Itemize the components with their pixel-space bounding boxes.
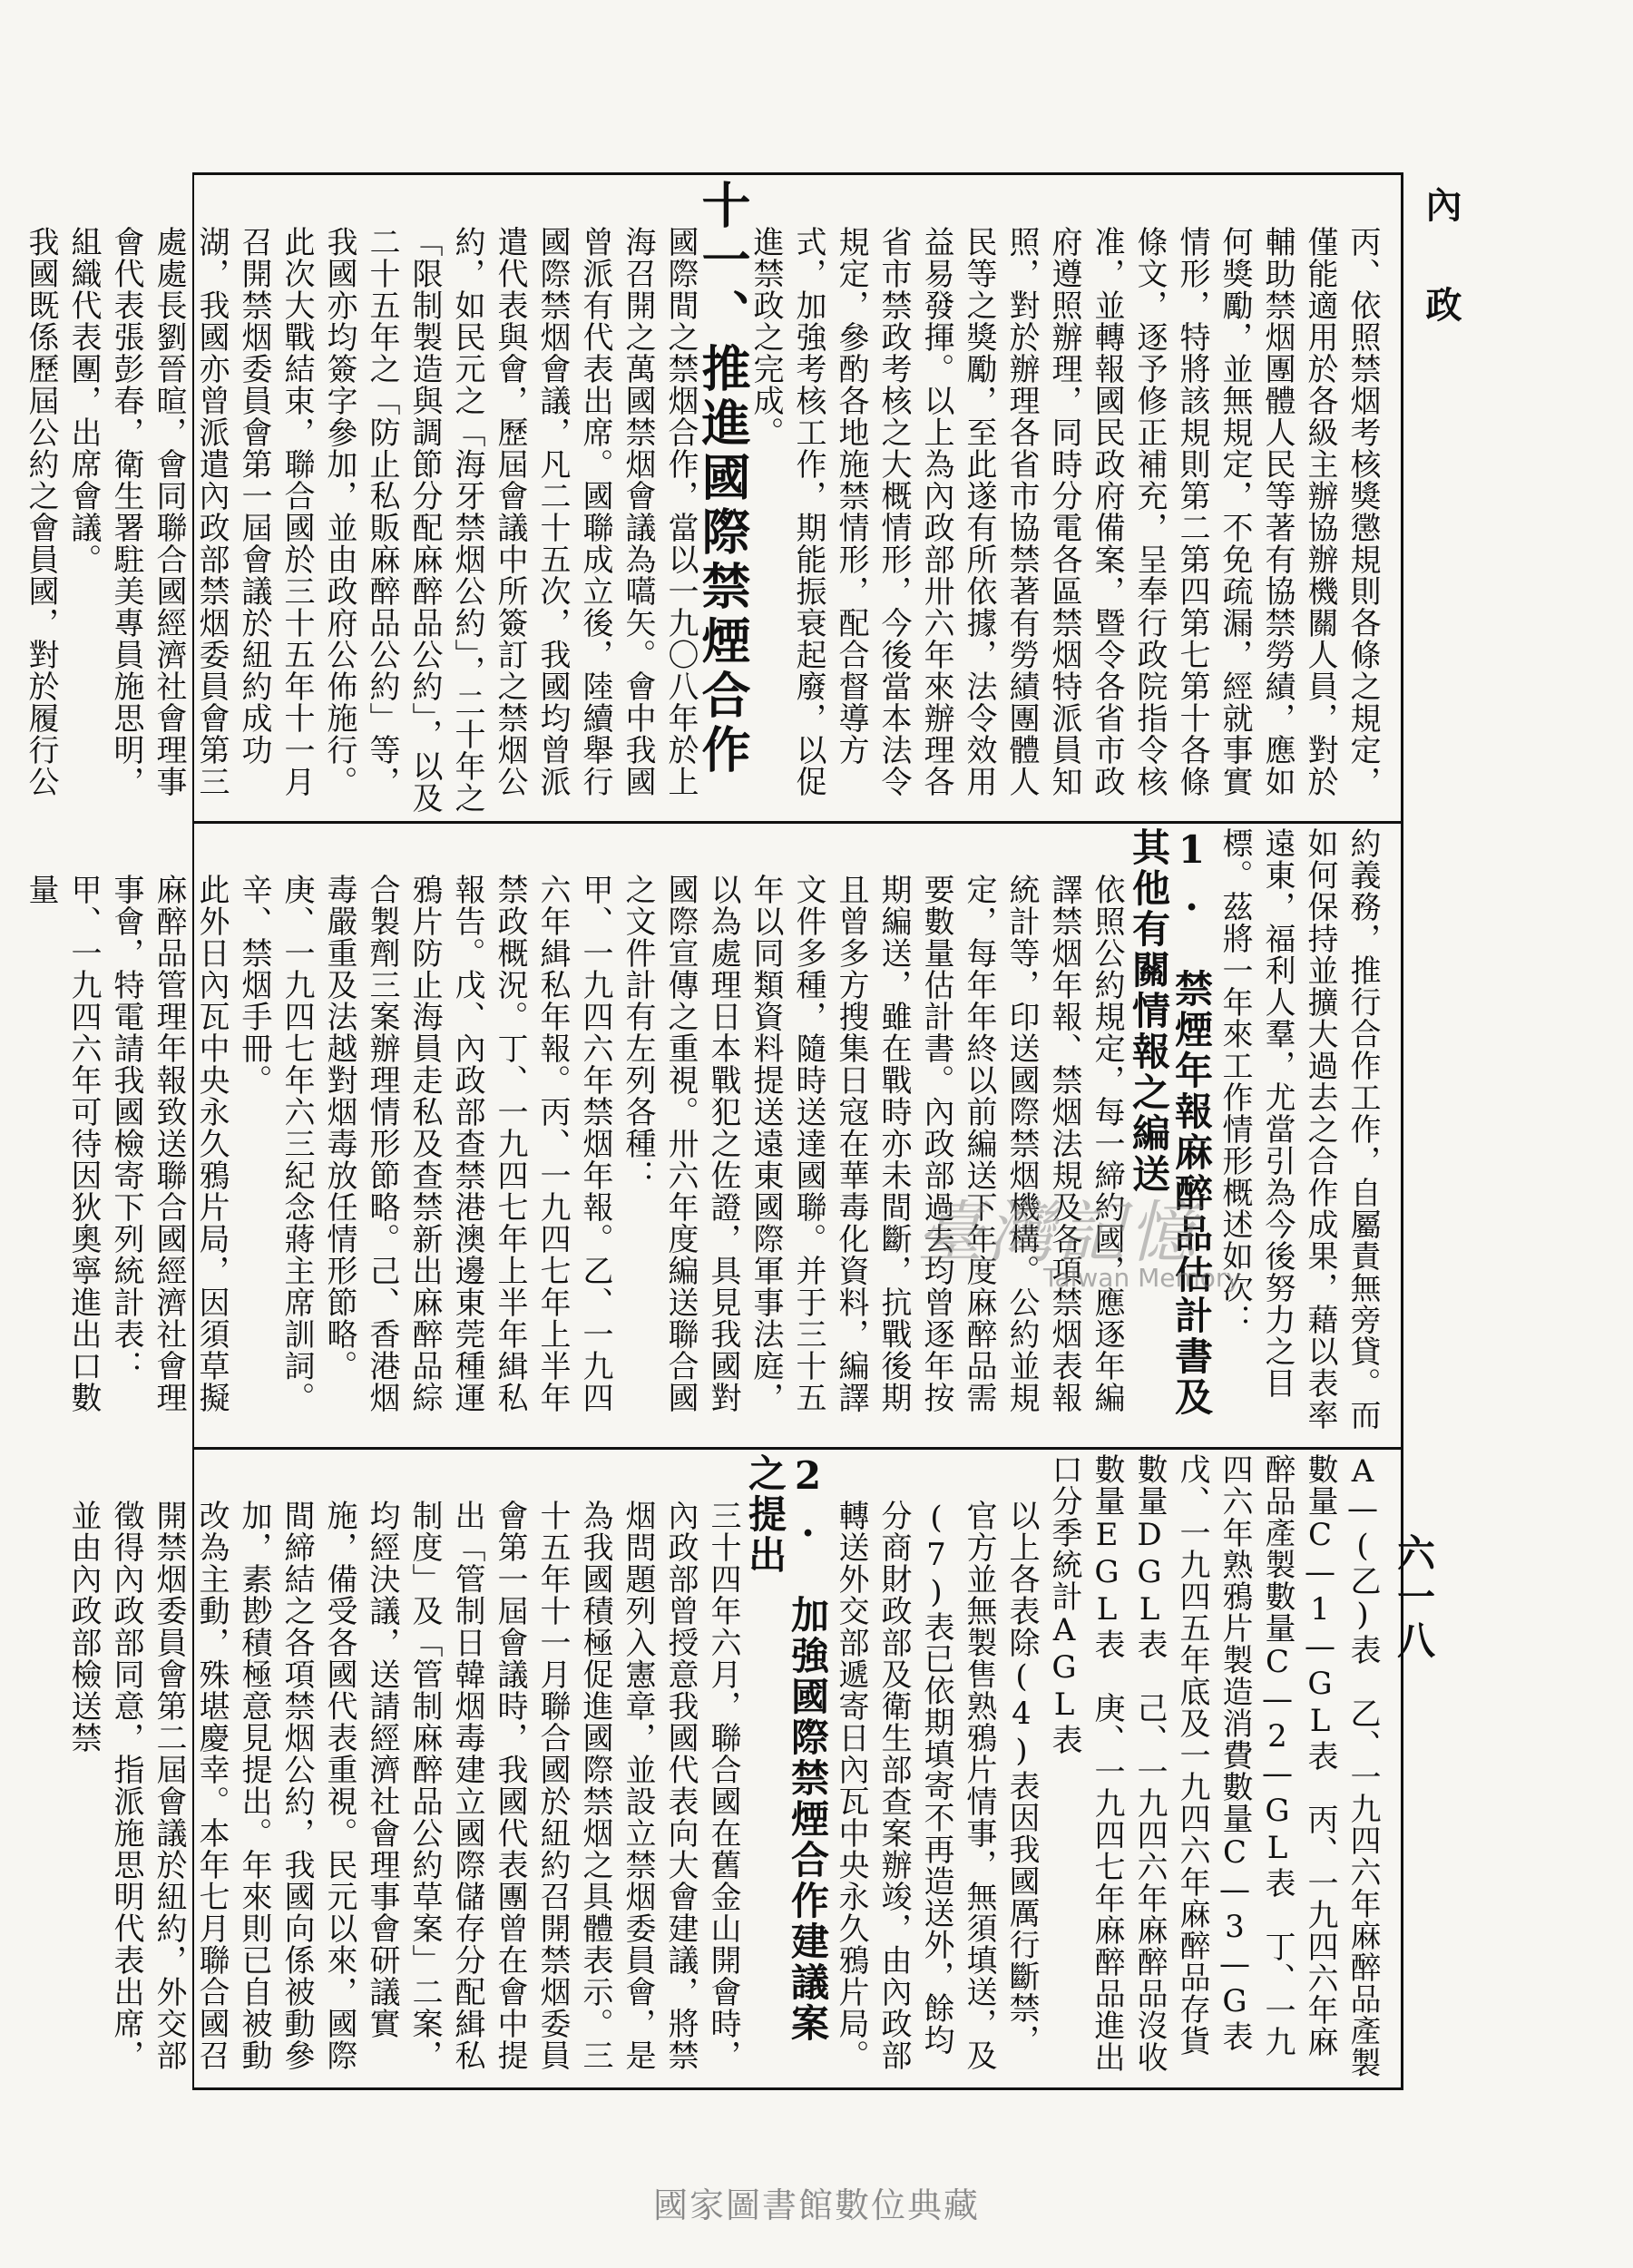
top-text-block [23, 180, 1384, 815]
paragraph: 丙、依照禁烟考核獎懲規則各條之規定，僅能適用於各級主辦協辦機關人員，對於輔助禁烟團體人民等著有協禁勞績，應如何獎勵，並無規定，不免疏漏，經就事實情形，特將該規則第二第四第七第十各條條文，逐予修正補充，呈奉行政院指令核准，並轉報國民政府備案，暨令各省市政府遵照辦理，同時分電各區禁烟特派員知照，對於辦理各省市協禁著有勞績團體人民等之獎勵，至此遂有所依據，法令效用益易發揮。以上為內政部卅六年來辦理各省市禁政考核之大概情形，今後當本法令規定，參酌各地施禁情形，配合督導方式，加強考核工作，期能振衰起廢，以促進禁政之完成。 [748, 226, 1381, 797]
section-heading: 十一、推進國際禁煙合作 [694, 180, 752, 778]
watermark-logo: 臺灣記憶 [916, 1194, 1199, 1272]
paragraph: 甲、一九四六年禁烟年報。乙、一九四六年緝私年報。丙、一九四七年上半年禁政概況。丁、一九四七年上半年緝私報告。戊、內政部查禁港澳邊東莞種運鴉片防止海員走私及查禁新出麻醉品綜合製劑三案辦理情形節略。己、香港烟毒嚴重及法越對烟毒放任情形節略。庚、一九四七年六三紀念蔣主席訓詞。辛、禁烟手冊。 [236, 874, 613, 1413]
divider-top [192, 821, 1403, 824]
paragraph: 甲、一九四六年可待因狄奧寧進出口數量 [23, 874, 102, 1413]
paragraph: 約義務，推行合作工作，自屬責無旁貸。而如何保持並擴大過去之合作成果，藉以表率遠東，福利人羣，尤當引為今後努力之目標。茲將一年來工作情形概述如次： [1217, 827, 1381, 1431]
paragraph: 我國既係歷屆公約之會員國，對於履行公 [23, 226, 59, 797]
page-header-section: 內政 [1420, 186, 1462, 386]
paragraph: 依照公約規定，每一締約國，應逐年編譯禁烟年報、禁烟法規及各項禁烟表報統計等，印送國際禁烟機構。公約並規定，每年年終以前編送下年度麻醉品需要數量估計書。內政部過去均曾逐年按期編送，雖在戰時亦未間斷，抗戰後期且曾多方搜集日寇在華毒化資料，編譯文件多種，隨時送達國聯。并于三十五年以同類資料提送遠東國際軍事法庭，以為處理日本戰犯之佐證，具見我國對國際宣傳之重視。卅六年度編送聯合國之文件計有左列各種： [620, 874, 1125, 1413]
paragraph: A—(乙)表 乙、一九四六年麻醉品產製數量C—1—GL表 丙、一九四六年麻醉品產製數量C—2—GL表 丁、一九四六年熟鴉片製造消費數量C—3—G表戊、一九四五年底及一九四六年麻醉品存貨數量DGL表 己、一九四六年麻醉品沒收數量EGL表 庚、一九四七年麻醉品進出口分季統計AGL表 [1046, 1453, 1381, 2078]
divider-middle [192, 1447, 1403, 1450]
bottom-text-block [65, 1453, 1384, 2079]
sub-heading: 2. 加強國際禁煙合作建議案之提出 [743, 1453, 830, 2044]
watermark-logo-en: Taiwan Memory [1043, 1263, 1241, 1293]
page-number: 六一八 [1392, 1533, 1436, 1664]
footer-archive-label: 國家圖書館數位典藏 [652, 2185, 980, 2225]
sub-heading: 1. 禁煙年報麻醉品估計書及其他有關情報之編送 [1127, 827, 1214, 1418]
paragraph: 國際間之禁烟合作，當以一九〇八年於上海召開之萬國禁烟會議為嚆矢。會中我國曾派有代表出席。國聯成立後，陸續舉行國際禁烟會議，凡二十五次，我國均曾派遣代表與會，歷屆會議中所簽訂之禁烟公約，如民元之「海牙禁烟公約」，二十年之「限制製造與調節分配麻醉品公約」，以及二十五年之「防止私販麻醉品公約」等，我國亦均簽字參加，並由政府公佈施行。此次大戰結束，聯合國於三十五年十一月召開禁烟委員會第一屆會議於紐約成功湖，我國亦曾派遣內政部禁烟委員會第三處處長劉晉暄，會同聯合國經濟社會理事會代表張彭春，衛生署駐美專員施思明，組織代表團，出席會議。 [65, 226, 699, 814]
paragraph: 三十四年六月，聯合國在舊金山開會時，內政部曾授意我國代表向大會建議，將禁烟問題列入憲章，並設立禁烟委員會，是為我國積極促進國際禁烟之具體表示。三十五年十一月聯合國於紐約召開禁烟委員會第一屆會議時，我國代表團曾在會中提出「管制日韓烟毒建立國際儲存分配緝私制度」及「管制麻醉品公約草案」二案，均經決議，送請經濟社會理事會研議實施，備受各國代表重視。民元以來，國際間締結之各項禁烟公約，我國向係被動參加，素尠積極意見提出。年來則已自被動改為主動，殊堪慶幸。本年七月聯合國召開禁烟委員會第二屆會議於紐約，外交部徵得內政部同意，指派施思明代表出席，並由內政部檢送禁 [65, 1500, 741, 2071]
paragraph: 以上各表除(4)表因我國厲行斷禁，官方並無製售熟鴉片情事，無須填送，及(7)表已依期填寄不再造送外，餘均分商財政部及衛生部查案辦竣，由內政部轉送外交部遞寄日內瓦中央永久鴉片局。 [833, 1500, 1040, 2071]
middle-text-block [23, 827, 1384, 1441]
paragraph: 此外日內瓦中央永久鴉片局，因須草擬麻醉品管理年報致送聯合國經濟社會理事會，特電請我國檢寄下列統計表： [108, 874, 230, 1413]
